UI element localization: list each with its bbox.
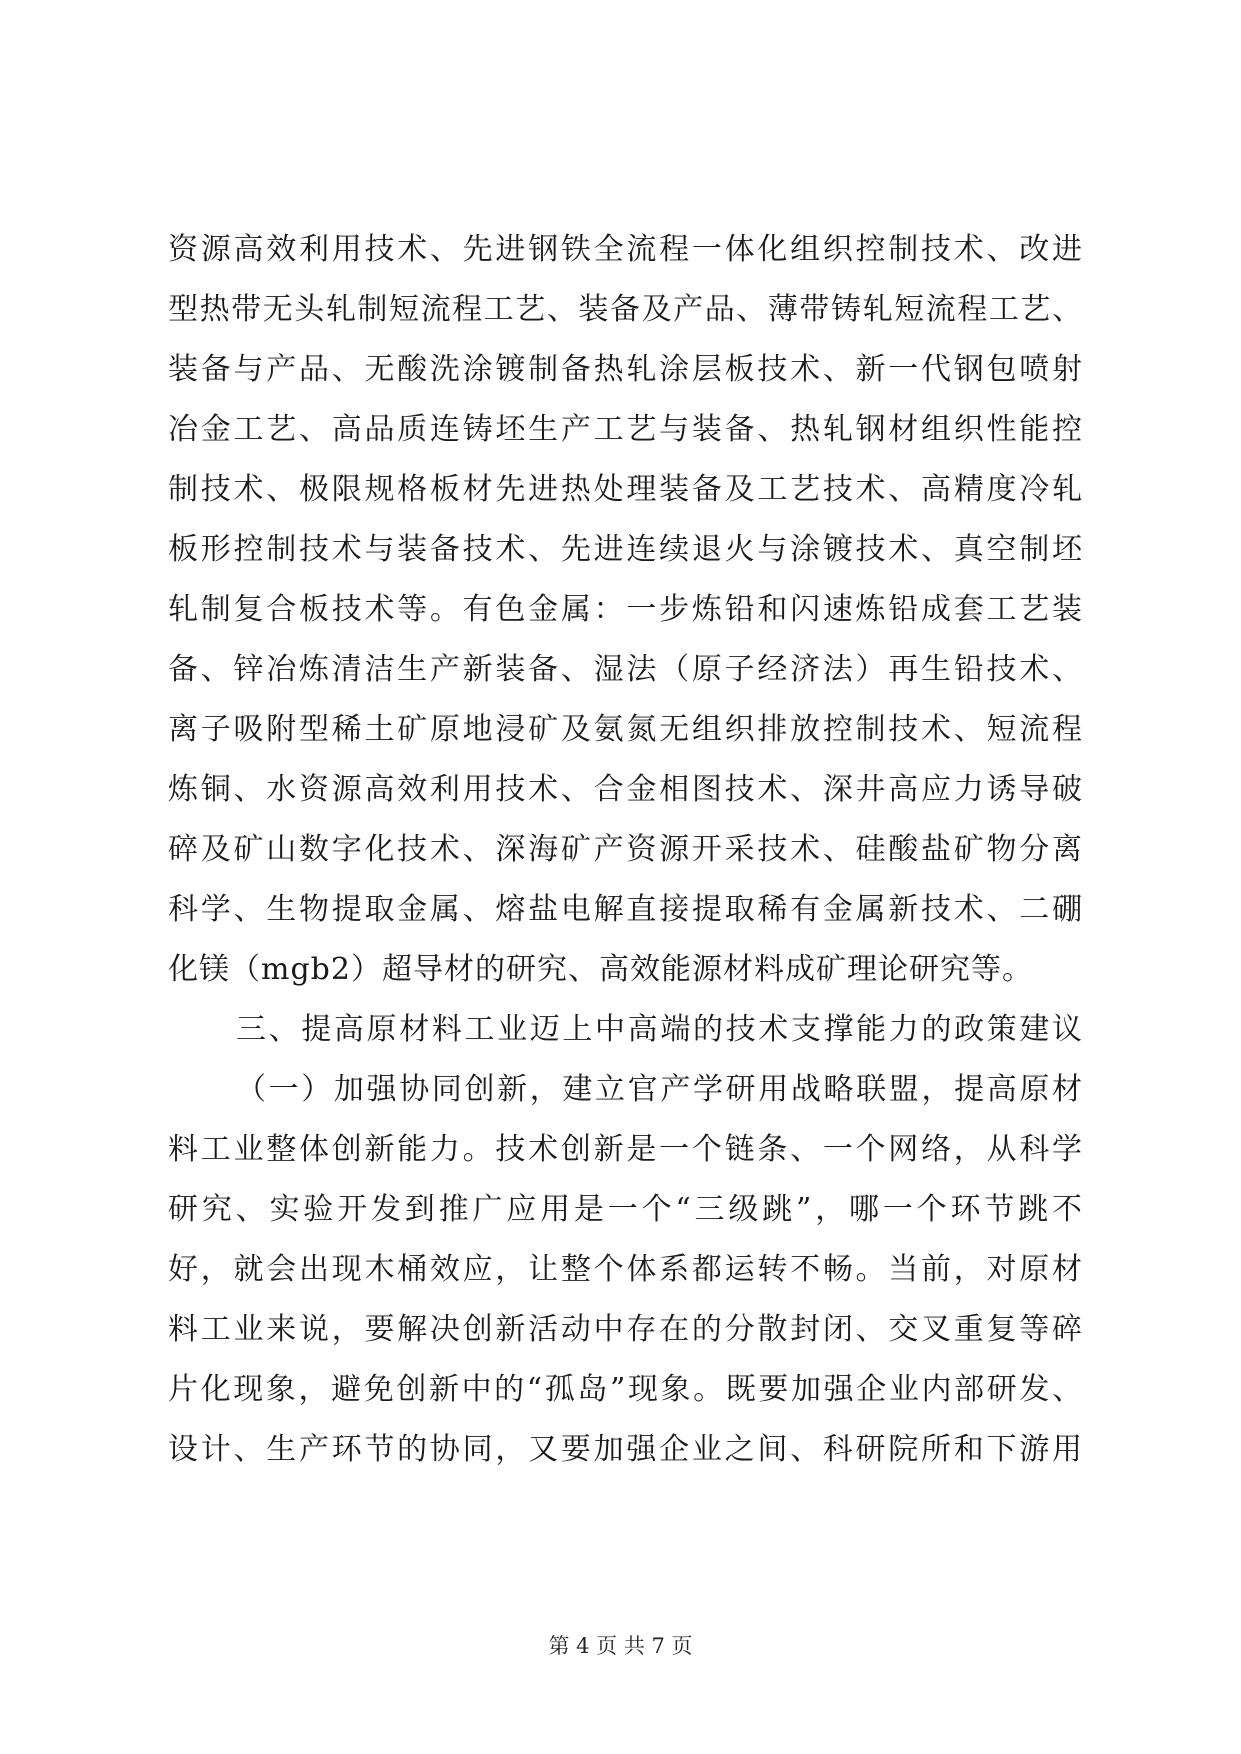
section-heading: 三、提高原材料工业迈上中高端的技术支撑能力的政策建议: [236, 1012, 1083, 1047]
text-line: 装备与产品、无酸洗涂镀制备热轧涂层板技术、新一代钢包喷射: [168, 352, 1083, 387]
text-line: 研究、实验开发到推广应用是一个“三级跳”，哪一个环节跳不: [168, 1192, 1083, 1227]
text-line: 料工业来说，要解决创新活动中存在的分散封闭、交叉重复等碎: [168, 1312, 1083, 1347]
text-line: 制技术、极限规格板材先进热处理装备及工艺技术、高精度冷轧: [168, 472, 1083, 507]
text-line: 好，就会出现木桶效应，让整个体系都运转不畅。当前，对原材: [168, 1252, 1083, 1287]
text-line: 资源高效利用技术、先进钢铁全流程一体化组织控制技术、改进: [168, 232, 1083, 267]
text-line: 碎及矿山数字化技术、深海矿产资源开采技术、硅酸盐矿物分离: [168, 832, 1083, 867]
text-line: 片化现象，避免创新中的“孤岛”现象。既要加强企业内部研发、: [168, 1372, 1083, 1407]
page-number-footer: 第 4 页 共 7 页: [548, 1634, 693, 1658]
text-line: 料工业整体创新能力。技术创新是一个链条、一个网络，从科学: [168, 1132, 1083, 1167]
text-line: 备、锌冶炼清洁生产新装备、湿法（原子经济法）再生铅技术、: [168, 652, 1083, 687]
text-line: 冶金工艺、高品质连铸坯生产工艺与装备、热轧钢材组织性能控: [168, 412, 1083, 447]
text-line: 轧制复合板技术等。有色金属：一步炼铅和闪速炼铅成套工艺装: [168, 592, 1083, 627]
text-line: 化镁（mgb2）超导材的研究、高效能源材料成矿理论研究等。: [168, 952, 1033, 987]
text-line: 离子吸附型稀土矿原地浸矿及氨氮无组织排放控制技术、短流程: [168, 712, 1083, 747]
text-line: （一）加强协同创新，建立官产学研用战略联盟，提高原材: [236, 1072, 1083, 1107]
text-line: 设计、生产环节的协同，又要加强企业之间、科研院所和下游用: [168, 1432, 1083, 1467]
text-line: 板形控制技术与装备技术、先进连续退火与涂镀技术、真空制坯: [168, 532, 1083, 567]
text-line: 型热带无头轧制短流程工艺、装备及产品、薄带铸轧短流程工艺、: [168, 292, 1083, 327]
text-line: 炼铜、水资源高效利用技术、合金相图技术、深井高应力诱导破: [168, 772, 1083, 807]
text-line: 科学、生物提取金属、熔盐电解直接提取稀有金属新技术、二硼: [168, 892, 1083, 927]
